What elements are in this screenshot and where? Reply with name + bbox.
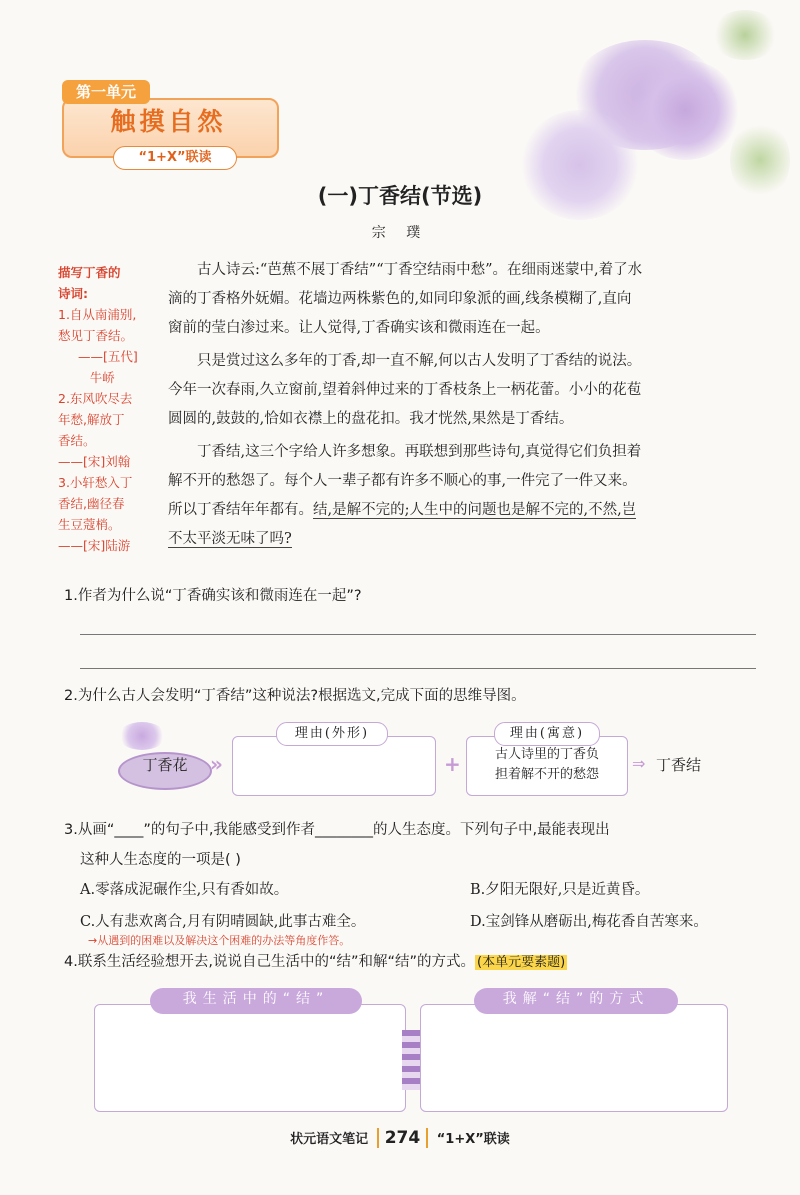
option-a[interactable]: A.零落成泥碾作尘,只有香如故。 bbox=[80, 882, 289, 898]
side-note-line: ——[宋]刘翰 bbox=[58, 454, 131, 469]
side-note-line: 3.小轩愁入丁 bbox=[58, 475, 133, 490]
my-knot-box[interactable] bbox=[94, 1004, 406, 1112]
passage-body bbox=[168, 256, 764, 554]
paragraph-1 bbox=[168, 256, 764, 343]
question-2: 2.为什么古人会发明“丁香结”这种说法?根据选文,完成下面的思维导图。 bbox=[64, 688, 526, 704]
side-note bbox=[58, 262, 162, 556]
footer-book-title: 状元语文笔记 bbox=[290, 1132, 369, 1147]
side-note-line: ——[宋]陆游 bbox=[58, 538, 131, 553]
answer-line[interactable] bbox=[80, 668, 756, 669]
my-solution-box[interactable] bbox=[420, 1004, 728, 1112]
page-footer bbox=[0, 1128, 800, 1148]
footer-section: “1+X”联读 bbox=[436, 1132, 510, 1147]
reason-shape-label: 理由(外形) bbox=[276, 722, 388, 746]
side-note-line: 2.东风吹尽去 bbox=[58, 391, 133, 406]
mindmap-start: 丁香花 bbox=[118, 752, 212, 790]
sprig-icon bbox=[112, 718, 174, 754]
underlined-sentence: 结,是解不完的;人生中的问题也是解不完的,不然,岂 bbox=[313, 502, 637, 518]
passage-line: 古人诗云:“芭蕉不展丁香结”“丁香空结雨中愁”。在细雨迷蒙中,着了水 bbox=[197, 262, 643, 278]
question-3-cont: 这种人生态度的一项是( ) bbox=[80, 852, 241, 868]
passage-author: 宗 璞 bbox=[371, 225, 429, 241]
reason-meaning-line: 担着解不开的愁怨 bbox=[494, 767, 599, 782]
unit-tag: 第一单元 bbox=[62, 80, 150, 104]
page-number: 274 bbox=[377, 1128, 429, 1148]
side-note-line: 香结。 bbox=[58, 433, 96, 448]
reason-meaning-line: 古人诗里的丁香负 bbox=[494, 747, 599, 762]
reason-meaning-text bbox=[467, 745, 627, 785]
unit-title: 触摸自然 bbox=[110, 107, 227, 136]
passage-line bbox=[168, 496, 764, 525]
my-solution-label: 我解“结”的方式 bbox=[474, 988, 678, 1014]
side-note-line: 牛峤 bbox=[58, 370, 115, 385]
passage-line: 丁香结,这三个字给人许多想象。再联想到那些诗句,真觉得它们负担着 bbox=[197, 444, 642, 460]
passage-line bbox=[168, 525, 764, 554]
question-4 bbox=[64, 950, 567, 971]
question-3: 3.从画“____”的句子中,我能感受到作者________的人生态度。下列句子中,最能表现出 bbox=[64, 822, 610, 838]
arrow-right-icon: » bbox=[210, 752, 223, 776]
side-note-line: 诗词: bbox=[58, 286, 88, 301]
side-note-line: 年愁,解放丁 bbox=[58, 412, 125, 427]
key-question-tag: (本单元要素题) bbox=[477, 955, 566, 970]
passage-line: 解不开的愁怨了。每个人一辈子都有许多不顺心的事,一件完了一件又来。 bbox=[168, 473, 637, 489]
passage-text: 所以丁香结年年都有。 bbox=[168, 502, 313, 518]
paragraph-3 bbox=[168, 438, 764, 554]
option-b[interactable]: B.夕阳无限好,只是近黄昏。 bbox=[470, 882, 650, 898]
passage-line: 滴的丁香格外妩媚。花墙边两株紫色的,如同印象派的画,线条模糊了,直向 bbox=[168, 291, 632, 307]
passage-title: (一)丁香结(节选) bbox=[317, 184, 483, 208]
question-1: 1.作者为什么说“丁香确实该和微雨连在一起”? bbox=[64, 588, 362, 604]
paragraph-2 bbox=[168, 347, 764, 434]
passage-line: 圆圆的,鼓鼓的,恰如衣襟上的盘花扣。我才恍然,果然是丁香结。 bbox=[168, 411, 574, 427]
side-note-line: ——[五代] bbox=[78, 349, 138, 364]
side-note-line: 香结,幽径春 bbox=[58, 496, 125, 511]
passage-line: 只是赏过这么多年的丁香,却一直不解,何以古人发明了丁香结的说法。 bbox=[197, 353, 642, 369]
side-note-line: 生豆蔻梢。 bbox=[58, 517, 121, 532]
answer-line[interactable] bbox=[80, 634, 756, 635]
side-note-line: 描写丁香的 bbox=[58, 265, 121, 280]
connector-icon bbox=[402, 1030, 420, 1090]
option-d[interactable]: D.宝剑锋从磨砺出,梅花香自苦寒来。 bbox=[470, 914, 708, 930]
mindmap-result: 丁香结 bbox=[656, 756, 702, 774]
passage-line: 今年一次春雨,久立窗前,望着斜伸过来的丁香枝条上一柄花蕾。小小的花苞 bbox=[168, 382, 642, 398]
question-4-hint: →从遇到的困难以及解决这个困难的办法等角度作答。 bbox=[88, 934, 351, 947]
lilac-illustration bbox=[480, 0, 800, 250]
plus-icon: + bbox=[444, 752, 461, 776]
my-knot-label: 我生活中的“结” bbox=[150, 988, 362, 1014]
option-c[interactable]: C.人有悲欢离合,月有阴晴圆缺,此事古难全。 bbox=[80, 914, 366, 930]
reason-meaning-label: 理由(寓意) bbox=[494, 722, 600, 746]
side-note-line: 1.自从南浦别, bbox=[58, 307, 137, 322]
passage-line: 窗前的莹白渗过来。让人觉得,丁香确实该和微雨连在一起。 bbox=[168, 320, 550, 336]
unit-subtitle: “1+X”联读 bbox=[113, 146, 237, 170]
side-note-line: 愁见丁香结。 bbox=[58, 328, 134, 343]
double-arrow-icon: ⇒ bbox=[632, 754, 646, 773]
question-4-text: 4.联系生活经验想开去,说说自己生活中的“结”和解“结”的方式。 bbox=[64, 954, 475, 970]
underlined-sentence-end: 不太平淡无味了吗? bbox=[168, 531, 292, 547]
